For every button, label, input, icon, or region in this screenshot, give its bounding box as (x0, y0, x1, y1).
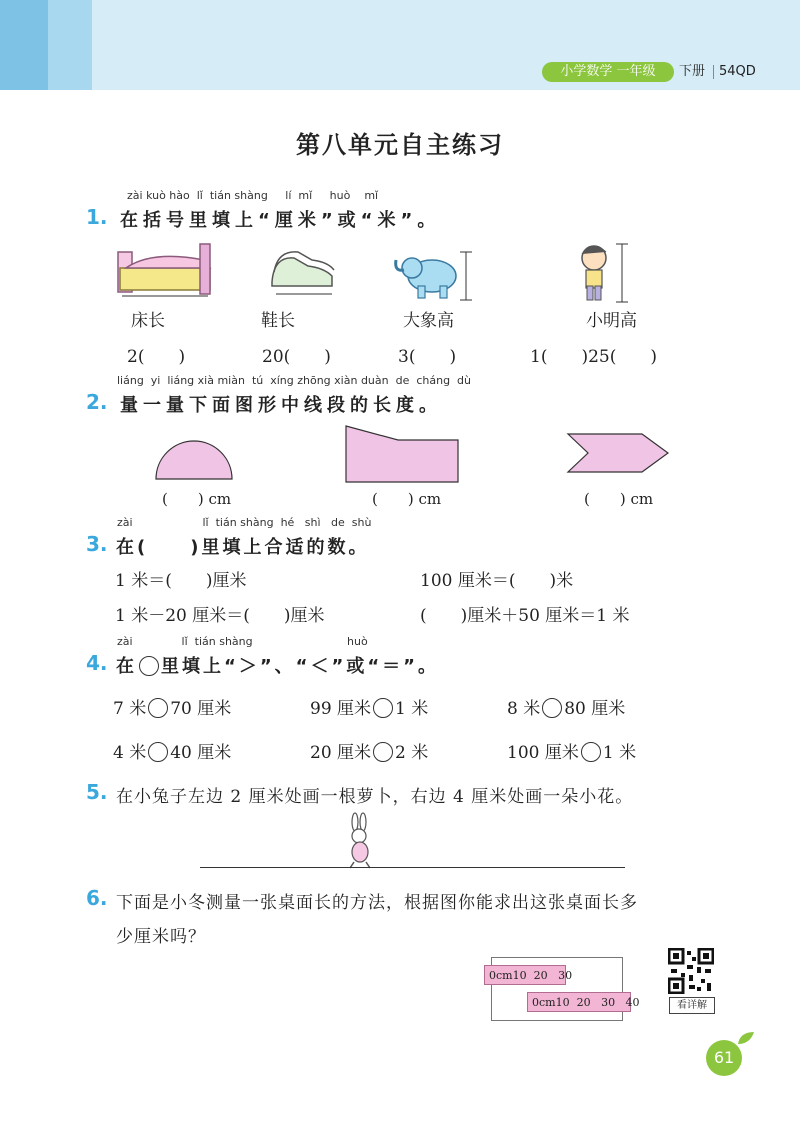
q6-text-line1: 下面是小冬测量一张桌面长的方法，根据图你能求出这张桌面长多 (116, 893, 638, 913)
blank-boy[interactable]: 1( )25( ) (530, 347, 657, 367)
label-shoe-length: 鞋长 (261, 311, 295, 331)
q5-number: 5. (86, 780, 108, 804)
rabbit-picture (340, 812, 380, 870)
q4-text-a: 在 (116, 656, 137, 677)
ruler-bottom: 0cm10 20 30 40 (527, 992, 631, 1012)
bed-picture (112, 238, 222, 303)
q2-number: 2. (86, 390, 108, 414)
answer-trapezoid[interactable]: ( ) cm (372, 490, 442, 508)
shoe-picture (268, 242, 338, 302)
label-elephant-height: 大象高 (403, 311, 454, 331)
blank-elephant[interactable]: 3( ) (398, 347, 457, 367)
answer-semicircle[interactable]: ( ) cm (162, 490, 232, 508)
series-badge: 小学数学 一年级 (542, 62, 674, 82)
page-number: 61 (706, 1040, 742, 1076)
q2-pinyin: liáng yi liáng xià miàn tú xíng zhōng xiàn duàn de cháng dù (117, 374, 472, 387)
q6-text-line2: 少厘米吗？ (116, 927, 206, 947)
compare-circle[interactable] (148, 742, 168, 762)
q3-line-2[interactable]: 100 厘米＝( )米 (420, 571, 574, 591)
compare-item: 20 厘米 2 米 (310, 743, 429, 763)
q3-line-3[interactable]: 1 米－20 厘米＝( )厘米 (115, 606, 325, 626)
compare-item: 4 米 40 厘米 (113, 743, 232, 763)
arrow-shape (564, 430, 674, 476)
elephant-picture (392, 248, 482, 306)
compare-item: 100 厘米 1 米 (507, 743, 637, 763)
q3-line-4[interactable]: ( )厘米＋50 厘米＝1 米 (420, 606, 630, 626)
q4-pinyin: zài lǐ tián shàng huò (117, 635, 368, 648)
q4-text (116, 652, 439, 678)
circle-icon (139, 656, 159, 676)
blank-shoe[interactable]: 20( ) (262, 347, 331, 367)
q3-number: 3. (86, 532, 108, 556)
q3-text: 在( )里填上合适的数。 (116, 537, 370, 558)
compare-item: 99 厘米 1 米 (310, 699, 429, 719)
compare-circle[interactable] (373, 742, 393, 762)
semicircle-shape (150, 435, 240, 485)
q1-pinyin: zài kuò hào lǐ tián shàng lí mǐ huò mǐ (127, 189, 379, 202)
label-boy-height: 小明高 (586, 311, 637, 331)
label-bed-length: 床长 (131, 311, 165, 331)
q4-number: 4. (86, 651, 108, 675)
q1-number: 1. (86, 205, 108, 229)
q6-number: 6. (86, 886, 108, 910)
trapezoid-shape (342, 422, 464, 486)
compare-circle[interactable] (542, 698, 562, 718)
leaf-icon (736, 1030, 756, 1046)
answer-arrow[interactable]: ( ) cm (584, 490, 654, 508)
header-divider (713, 65, 714, 79)
boy-picture (572, 240, 642, 305)
brand-label: 54QD (719, 64, 756, 79)
q3-pinyin: zài lǐ tián shàng hé shì de shù (117, 516, 372, 529)
page-title: 第八单元自主练习 (296, 131, 504, 159)
blank-bed[interactable]: 2( ) (127, 347, 186, 367)
q2-text: 量一量下面图形中线段的长度。 (120, 395, 442, 416)
qr-label[interactable]: 看详解 (669, 997, 715, 1014)
header-stripe-light (48, 0, 92, 90)
q4-text-b: 里填上“＞”、“＜”或“＝”。 (161, 656, 439, 677)
q5-text: 在小兔子左边 2 厘米处画一根萝卜，右边 4 厘米处画一朵小花。 (116, 787, 634, 807)
volume-label: 下册 (679, 64, 706, 79)
baseline-line (200, 867, 625, 868)
header-stripe-dark (0, 0, 48, 90)
compare-circle[interactable] (373, 698, 393, 718)
q3-line-1[interactable]: 1 米＝( )厘米 (115, 571, 247, 591)
compare-item: 8 米 80 厘米 (507, 699, 626, 719)
compare-item: 7 米 70 厘米 (113, 699, 232, 719)
compare-circle[interactable] (148, 698, 168, 718)
ruler-top: 0cm10 20 30 (484, 965, 566, 985)
compare-circle[interactable] (581, 742, 601, 762)
q1-text: 在括号里填上“厘米”或“米”。 (120, 210, 441, 231)
qr-code-icon[interactable] (668, 948, 714, 994)
